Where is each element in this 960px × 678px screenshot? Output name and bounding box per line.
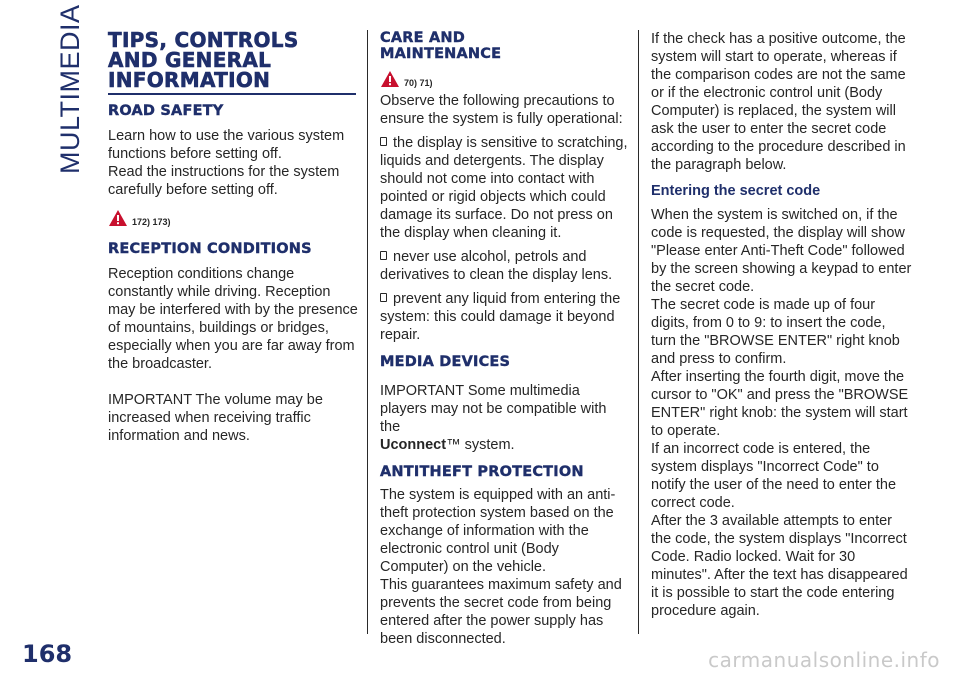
section-side-label: MULTIMEDIA: [55, 4, 85, 174]
secret-code-paragraph-2: The secret code is made up of four digits, from 0 to 9: to insert the code, turn the "BROWSE ENTER" right knob and press to confirm.: [651, 297, 900, 367]
secret-code-paragraph-5: After the 3 available attempts to enter the code, the system displays "Incorrect Code. Radio locked. Wait for 30 minutes". After the text has disappeared it is possible to start the code entering procedure again.: [651, 513, 908, 619]
road-safety-paragraph-2: Read the instructions for the system carefully before setting off.: [108, 164, 340, 198]
page-number: 168: [22, 640, 73, 668]
warning-reference: [108, 205, 358, 227]
reception-paragraph-1: Reception conditions change constantly while driving. Reception may be interfered with by the presence of mountains, buildings or bridges, especially when you are far away from the broadcaster.: [108, 266, 358, 372]
column-divider-left: [367, 30, 368, 634]
bullet-square-icon: [380, 137, 387, 146]
media-paragraph: IMPORTANT Some multimedia players may not be compatible with the Uconnect™ system.: [380, 383, 607, 453]
reception-conditions-heading: RECEPTION CONDITIONS: [108, 241, 312, 257]
bullet-item: prevent any liquid from entering the system: this could damage it beyond repair.: [380, 291, 621, 343]
secret-code-paragraph-1: When the system is switched on, if the code is requested, the display will show "Please enter Anti-Theft Code" followed by the screen showing a keypad to enter the secret code.: [651, 207, 912, 295]
reception-paragraph-2: IMPORTANT The volume may be increased when receiving traffic information and news.: [108, 392, 323, 444]
uconnect-brand: Uconnect: [380, 437, 447, 453]
chapter-title: [108, 30, 358, 90]
chapter-title-line-1: TIPS, CONTROLS: [108, 28, 299, 52]
antitheft-paragraph-1: The system is equipped with an anti-theft protection system based on the exchange of information with the electronic control unit (Body Computer) on the vehicle.: [380, 487, 616, 575]
antitheft-protection-heading: ANTITHEFT PROTECTION: [380, 464, 584, 480]
road-safety-heading: ROAD SAFETY: [108, 103, 224, 119]
column-1: [108, 30, 358, 445]
bullet-square-icon: [380, 251, 387, 260]
chapter-title-line-3: INFORMATION: [108, 68, 271, 92]
warning-reference: [380, 66, 630, 88]
column-3: [651, 30, 913, 620]
warning-triangle-icon: [380, 70, 400, 88]
media-devices-heading: MEDIA DEVICES: [380, 354, 511, 370]
column-2: [380, 30, 630, 648]
secret-code-paragraph-3: After inserting the fourth digit, move the cursor to "OK" and press the "BROWSE ENTER" right knob: the system will start to operate.: [651, 369, 909, 439]
antitheft-paragraph-2: This guarantees maximum safety and prevents the secret code from being entered after the power supply has been disconnected.: [380, 577, 622, 647]
watermark-text: carmanualsonline.info: [708, 648, 940, 672]
care-intro: Observe the following precautions to ensure the system is fully operational:: [380, 93, 623, 127]
chapter-title-line-2: AND GENERAL: [108, 48, 272, 72]
bullet-square-icon: [380, 293, 387, 302]
road-safety-paragraph-1: Learn how to use the various system functions before setting off.: [108, 128, 345, 162]
care-heading-line-1: CARE AND: [380, 30, 465, 46]
secret-code-paragraph-4: If an incorrect code is entered, the system displays "Incorrect Code" to notify the user of the need to enter the correct code.: [651, 441, 897, 511]
care-heading-line-2: MAINTENANCE: [380, 46, 502, 62]
column-divider-right: [638, 30, 639, 634]
bullet-item: the display is sensitive to scratching, liquids and detergents. The display should not come into contact with pointed or rigid objects which could damage its surface. Do not press on the display when cleaning it.: [380, 135, 628, 241]
check-outcome-paragraph: If the check has a positive outcome, the system will start to operate, whereas if the comparison codes are not the same or if the electronic control unit (Body Computer) is replaced, the system will ask the user to enter the secret code according to the procedure described in the paragraph below.: [651, 31, 906, 173]
bullet-item: never use alcohol, petrols and derivatives to clean the display lens.: [380, 249, 613, 283]
title-rule: [108, 93, 356, 95]
warning-triangle-icon: [108, 209, 128, 227]
care-maintenance-heading: [380, 30, 630, 62]
warning-refs: 172) 173): [132, 217, 171, 227]
warning-refs: 70) 71): [404, 78, 433, 88]
entering-secret-code-heading: Entering the secret code: [651, 183, 821, 199]
